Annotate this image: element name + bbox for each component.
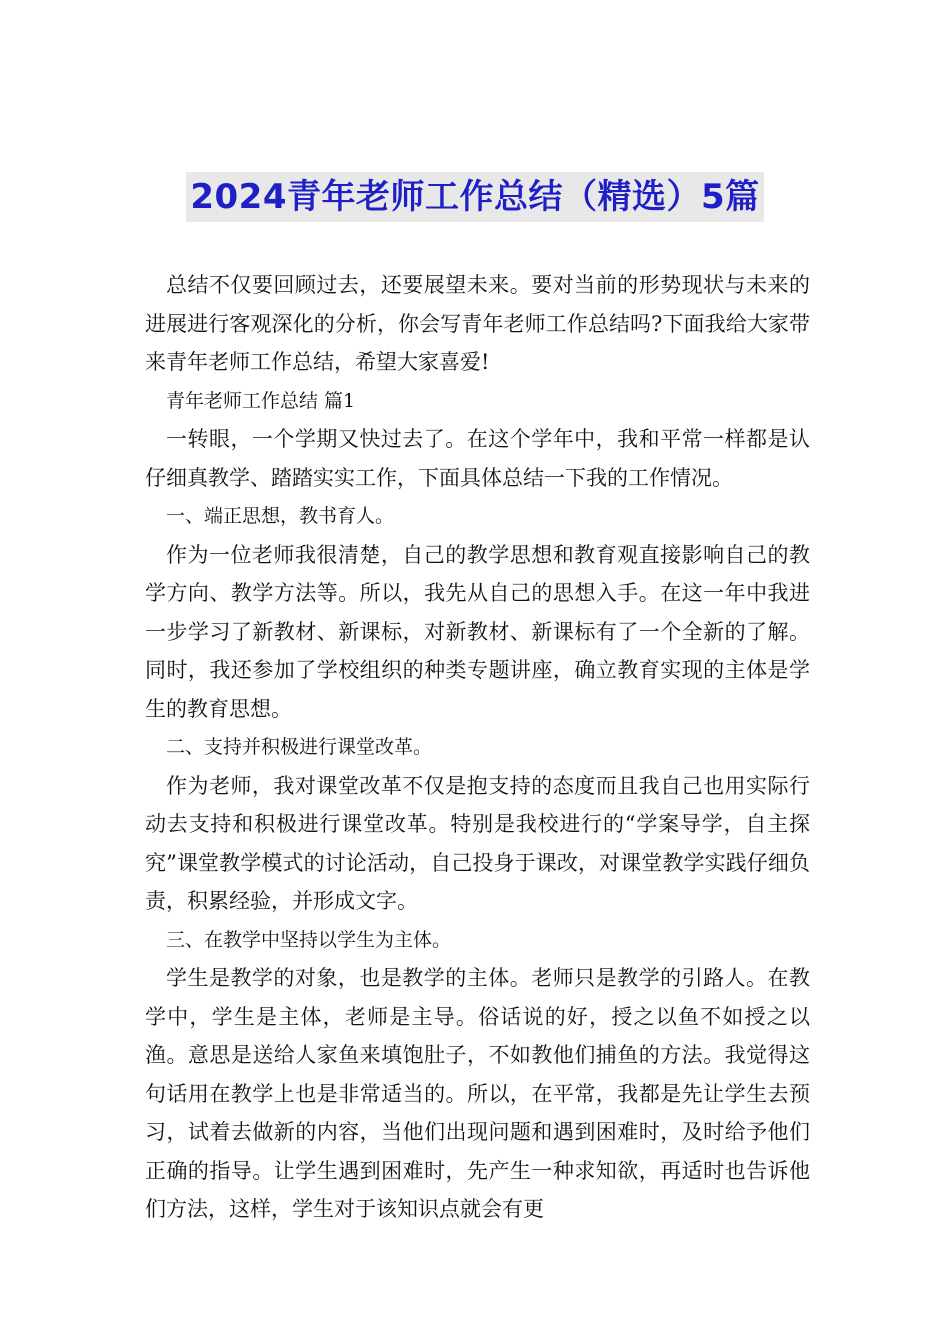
body-paragraph: 学生是教学的对象，也是教学的主体。老师只是教学的引路人。在教学中，学生是主体，老师是主导。俗话说的好，授之以鱼不如授之以渔。意思是送给人家鱼来填饱肚子，不如教他们捕鱼的方法。我觉得这句话用在教学上也是非常适当的。所以，在平常，我都是先让学生去预习，试着去做新的内容，当他们出现问题和遇到困难时，及时给予他们正确的指导。让学生遇到困难时，先产生一种求知欲，再适时也告诉他们方法，这样，学生对于该知识点就会有更 <box>145 966 810 1221</box>
body-paragraph: 一转眼，一个学期又快过去了。在这个学年中，我和平常一样都是认仔细真教学、踏踏实实工作，下面具体总结一下我的工作情况。 <box>145 427 810 490</box>
body-paragraph: 作为一位老师我很清楚，自己的教学思想和教育观直接影响自己的教学方向、教学方法等。所以，我先从自己的思想入手。在这一年中我进一步学习了新教材、新课标，对新教材、新课标有了一个全新的了解。同时，我还参加了学校组织的种类专题讲座，确立教育实现的主体是学生的教育思想。 <box>145 542 810 721</box>
body-paragraph: 作为老师，我对课堂改革不仅是抱支持的态度而且我自己也用实际行动去支持和积极进行课堂改革。特别是我校进行的“学案导学，自主探究”课堂教学模式的讨论活动，自己投身于课改，对课堂教学实践仔细负责，积累经验，并形成文字。 <box>145 773 810 913</box>
section-heading: 青年老师工作总结 篇1 <box>166 389 356 412</box>
document-body <box>145 266 810 1229</box>
subheading-1: 一、端正思想，教书育人。 <box>166 505 395 527</box>
title-container <box>0 172 950 222</box>
intro-paragraph: 总结不仅要回顾过去，还要展望未来。要对当前的形势现状与未来的进展进行客观深化的分析，你会写青年老师工作总结吗?下面我给大家带来青年老师工作总结，希望大家喜爱! <box>145 273 810 374</box>
subheading-2: 二、支持并积极进行课堂改革。 <box>166 736 433 758</box>
subheading-3: 三、在教学中坚持以学生为主体。 <box>166 928 452 951</box>
document-title: 2024青年老师工作总结（精选）5篇 <box>186 172 763 222</box>
